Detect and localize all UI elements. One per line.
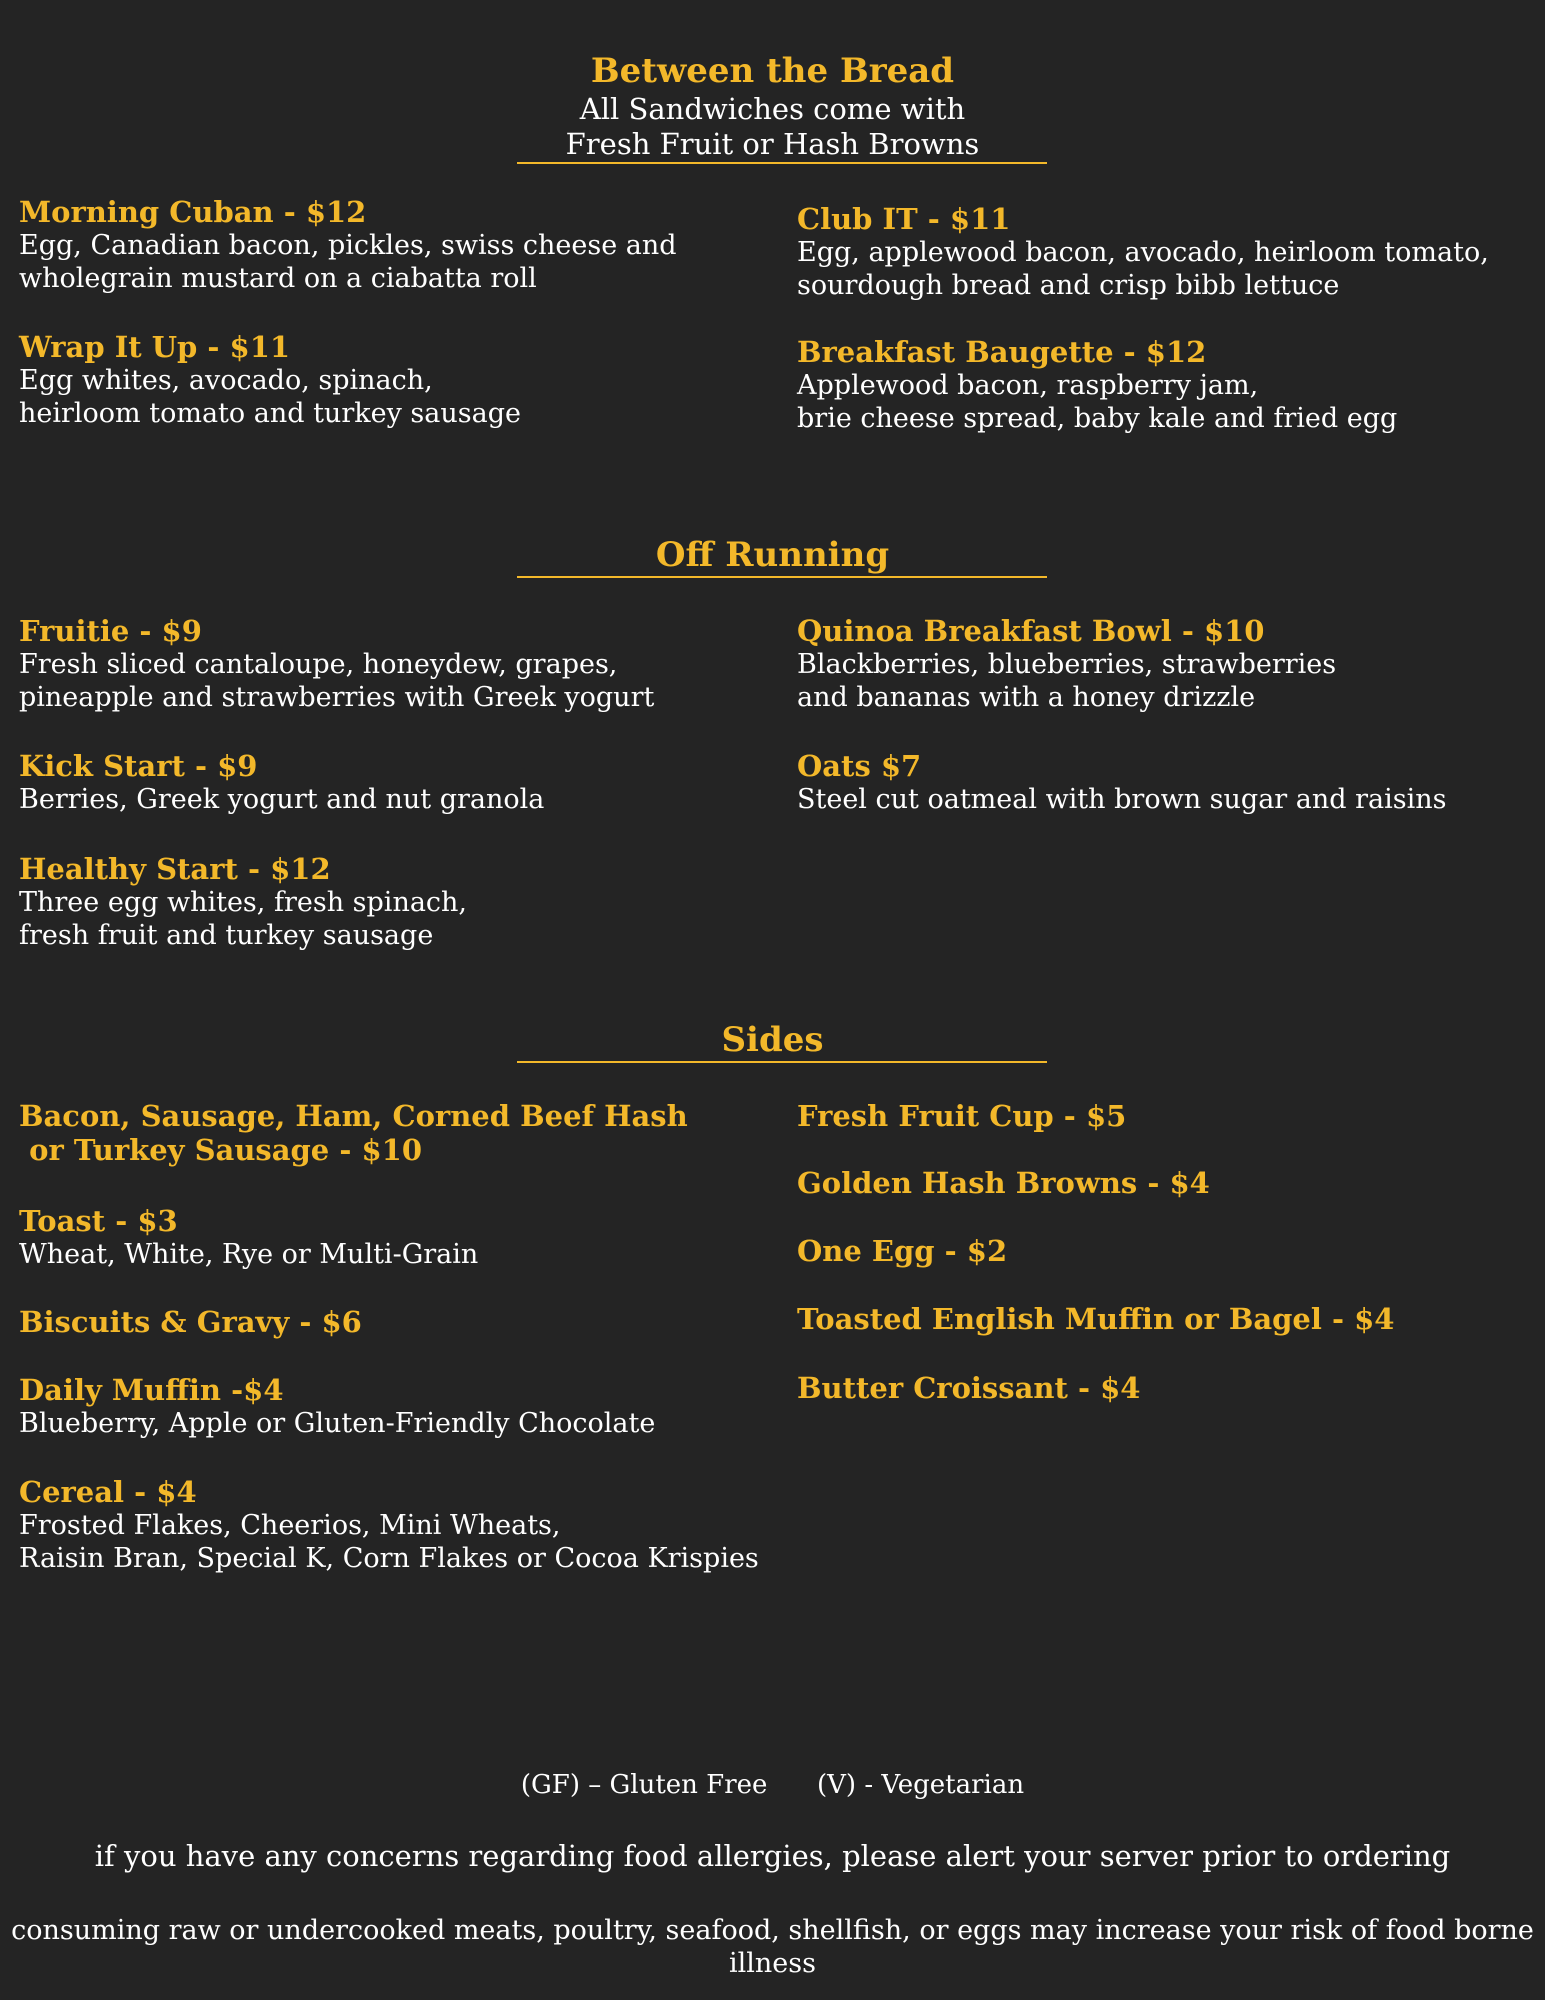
section-divider xyxy=(517,576,1047,578)
raw-food-warning-line1: consuming raw or undercooked meats, poultry, seafood, shellfish, or eggs may increase your risk of food borne xyxy=(11,1915,1534,1946)
menu-item-quinoa-breakfast-bowl xyxy=(797,614,1517,714)
allergy-notice: if you have any concerns regarding food allergies, please alert your server prior to ordering xyxy=(94,1839,1451,1873)
section-subtitle-line1: All Sandwiches come with xyxy=(579,92,966,126)
menu-item-title: Fresh Fruit Cup - $5 xyxy=(797,1099,1127,1133)
menu-item-wrap-it-up xyxy=(19,330,739,430)
menu-item-description: Fresh sliced cantaloupe, honeydew, grapes, pineapple and strawberries with Greek yogurt xyxy=(19,649,655,713)
menu-item-kick-start xyxy=(19,749,739,816)
menu-item-description: Wheat, White, Rye or Multi-Grain xyxy=(19,1239,479,1270)
menu-item-golden-hash-browns xyxy=(797,1166,1517,1200)
menu-item-title: Toast - $3 xyxy=(19,1204,178,1238)
section-divider xyxy=(517,1061,1047,1063)
menu-item-description: Steel cut oatmeal with brown sugar and raisins xyxy=(797,784,1447,815)
raw-food-warning-line2: illness xyxy=(729,1948,816,1979)
menu-item-morning-cuban xyxy=(19,195,739,295)
menu-item-description: Blueberry, Apple or Gluten-Friendly Chocolate xyxy=(19,1408,656,1439)
section-divider xyxy=(517,162,1047,164)
menu-item-title: Toasted English Muffin or Bagel - $4 xyxy=(797,1302,1395,1336)
menu-item-description: Berries, Greek yogurt and nut granola xyxy=(19,784,545,815)
menu-item-title: Butter Croissant - $4 xyxy=(797,1371,1141,1405)
menu-item-oats xyxy=(797,749,1517,816)
menu-item-description: Egg whites, avocado, spinach, heirloom tomato and turkey sausage xyxy=(19,365,521,429)
menu-item-title: Club IT - $11 xyxy=(797,202,1011,236)
menu-item-title: Breakfast Baugette - $12 xyxy=(797,335,1207,369)
menu-item-one-egg xyxy=(797,1234,1517,1268)
menu-item-title: Fruitie - $9 xyxy=(19,614,202,648)
menu-item-title: Kick Start - $9 xyxy=(19,749,258,783)
menu-item-healthy-start xyxy=(19,852,739,952)
menu-item-breakfast-meats xyxy=(19,1099,739,1167)
menu-item-english-muffin-bagel xyxy=(797,1302,1517,1336)
menu-item-title: Biscuits & Gravy - $6 xyxy=(19,1305,362,1339)
menu-item-butter-croissant xyxy=(797,1371,1517,1405)
section-subtitle-line2: Fresh Fruit or Hash Browns xyxy=(565,127,980,161)
menu-item-title: Daily Muffin -$4 xyxy=(19,1373,284,1407)
menu-item-daily-muffin xyxy=(19,1373,739,1440)
menu-item-title: Golden Hash Browns - $4 xyxy=(797,1166,1210,1200)
menu-item-club-it xyxy=(797,202,1517,302)
menu-item-biscuits-gravy xyxy=(19,1305,739,1339)
section-title-between-the-bread: Between the Bread xyxy=(590,51,955,91)
menu-item-title: One Egg - $2 xyxy=(797,1234,1008,1268)
menu-item-title: Bacon, Sausage, Ham, Corned Beef Hash or Turkey Sausage - $10 xyxy=(19,1099,688,1167)
menu-item-breakfast-baugette xyxy=(797,335,1517,435)
menu-item-title: Wrap It Up - $11 xyxy=(19,330,291,364)
section-title-off-running: Off Running xyxy=(655,535,890,575)
section-title-sides: Sides xyxy=(721,1020,824,1060)
menu-item-title: Cereal - $4 xyxy=(19,1475,197,1509)
menu-item-fruitie xyxy=(19,614,739,714)
menu-item-description: Three egg whites, fresh spinach, fresh fruit and turkey sausage xyxy=(19,887,468,951)
menu-item-title: Quinoa Breakfast Bowl - $10 xyxy=(797,614,1265,648)
dietary-legend: (GF) – Gluten Free (V) - Vegetarian xyxy=(520,1770,1025,1800)
menu-item-description: Egg, applewood bacon, avocado, heirloom tomato, sourdough bread and crisp bibb lettuce xyxy=(797,237,1489,301)
menu-item-description: Blackberries, blueberries, strawberries and bananas with a honey drizzle xyxy=(797,649,1337,713)
menu-item-title: Morning Cuban - $12 xyxy=(19,195,367,229)
menu-item-title: Healthy Start - $12 xyxy=(19,852,331,886)
menu-item-description: Frosted Flakes, Cheerios, Mini Wheats, Raisin Bran, Special K, Corn Flakes or Cocoa Krispies xyxy=(19,1510,759,1574)
menu-item-cereal xyxy=(19,1475,759,1575)
menu-item-toast xyxy=(19,1204,739,1271)
menu-item-description: Egg, Canadian bacon, pickles, swiss cheese and wholegrain mustard on a ciabatta roll xyxy=(19,230,677,294)
menu-item-fresh-fruit-cup xyxy=(797,1099,1517,1133)
menu-item-description: Applewood bacon, raspberry jam, brie cheese spread, baby kale and fried egg xyxy=(797,370,1398,434)
menu-item-title: Oats $7 xyxy=(797,749,922,783)
